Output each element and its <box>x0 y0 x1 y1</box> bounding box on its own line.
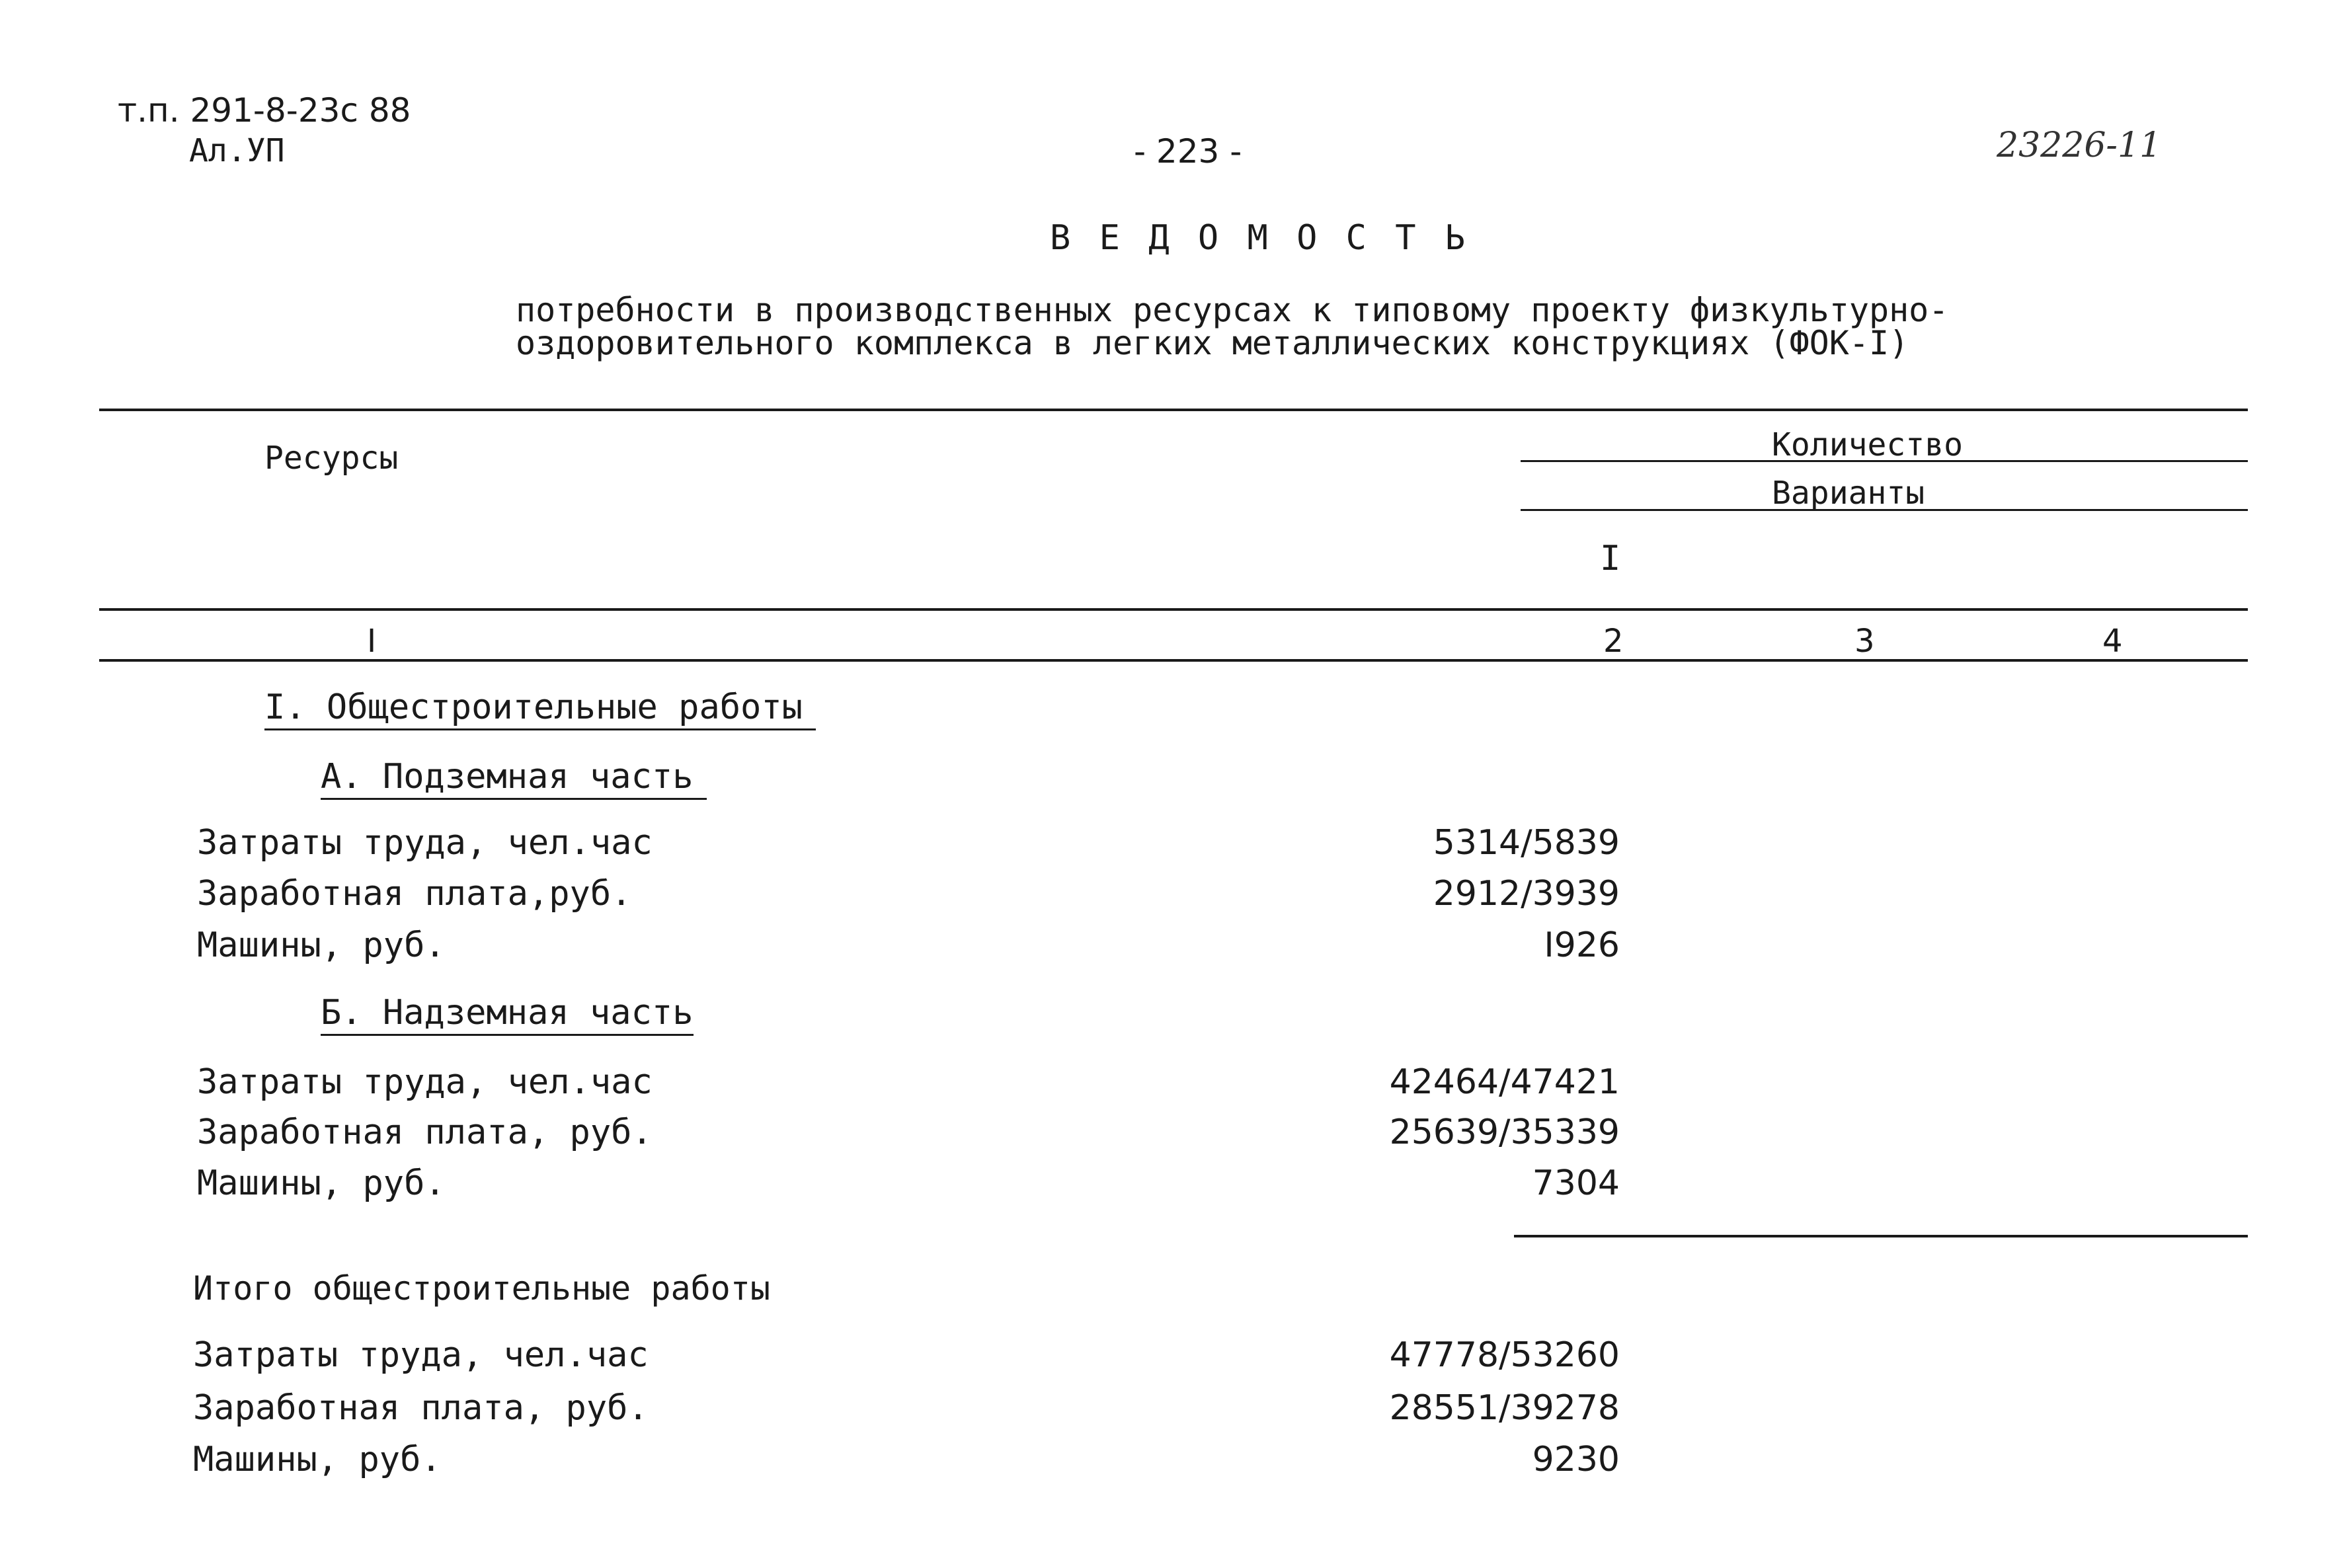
row-total-wages-value: 28551/39278 <box>1389 1388 1620 1428</box>
col-quantity-header: Количество <box>1772 426 1963 463</box>
project-code: т.п. 291-8-23с 88 <box>118 91 411 130</box>
row-b-machines-value: 7304 <box>1532 1163 1620 1203</box>
subtitle-line-1: потребности в производственных ресурсах к типовому проекту физкультурно- <box>516 291 1949 329</box>
index-col-4: 4 <box>2102 623 2123 660</box>
row-b-wages-value: 25639/35339 <box>1389 1113 1620 1152</box>
row-b-machines: Машины, руб. <box>197 1163 446 1203</box>
row-b-wages: Заработная плата, руб. <box>197 1113 653 1152</box>
subtitle-line-2: оздоровительного комплекса в легких металлических конструкциях (ФОК-I) <box>516 324 1909 362</box>
row-b-labor-value: 42464/47421 <box>1389 1062 1620 1102</box>
col-resources-header: Ресурсы <box>264 440 399 477</box>
index-col-3: 3 <box>1854 623 1875 660</box>
subsection-b-label: Б. Надземная часть <box>321 993 694 1033</box>
section-title: I. Общестроительные работы <box>264 687 816 727</box>
row-total-labor-value: 47778/53260 <box>1389 1335 1620 1375</box>
variants-rule <box>1521 509 2248 511</box>
row-a-machines-value: I926 <box>1544 925 1620 965</box>
index-col-1: I <box>367 623 377 660</box>
header-bottom-rule <box>99 608 2248 611</box>
archive-number: 23226-11 <box>1997 126 2162 165</box>
album-label: Ал.УП <box>189 132 285 169</box>
document-title: В Е Д О М О С Т Ь <box>1050 218 1470 258</box>
index-row-rule <box>99 659 2248 662</box>
row-total-machines-value: 9230 <box>1532 1440 1620 1479</box>
total-label: Итого общестроительные работы <box>193 1269 770 1308</box>
index-col-2: 2 <box>1603 623 1624 660</box>
page-number: - 223 - <box>1134 132 1242 171</box>
subsection-a-label: А. Подземная часть <box>321 757 707 797</box>
totals-rule <box>1514 1235 2248 1237</box>
quantity-rule <box>1521 460 2248 462</box>
row-b-labor: Затраты труда, чел.час <box>197 1062 653 1102</box>
row-a-machines: Машины, руб. <box>197 925 446 965</box>
row-a-wages: Заработная плата,руб. <box>197 874 632 914</box>
row-a-labor-value: 5314/5839 <box>1433 823 1620 863</box>
row-a-labor: Затраты труда, чел.час <box>197 823 653 863</box>
row-total-labor: Затраты труда, чел.час <box>193 1335 649 1375</box>
col-variants-header: Варианты <box>1772 475 1925 512</box>
table-top-rule <box>99 409 2248 411</box>
variant-1-header: I <box>1600 539 1621 578</box>
row-a-wages-value: 2912/3939 <box>1433 874 1620 914</box>
row-total-wages: Заработная плата, руб. <box>193 1388 649 1428</box>
row-total-machines: Машины, руб. <box>193 1440 442 1479</box>
